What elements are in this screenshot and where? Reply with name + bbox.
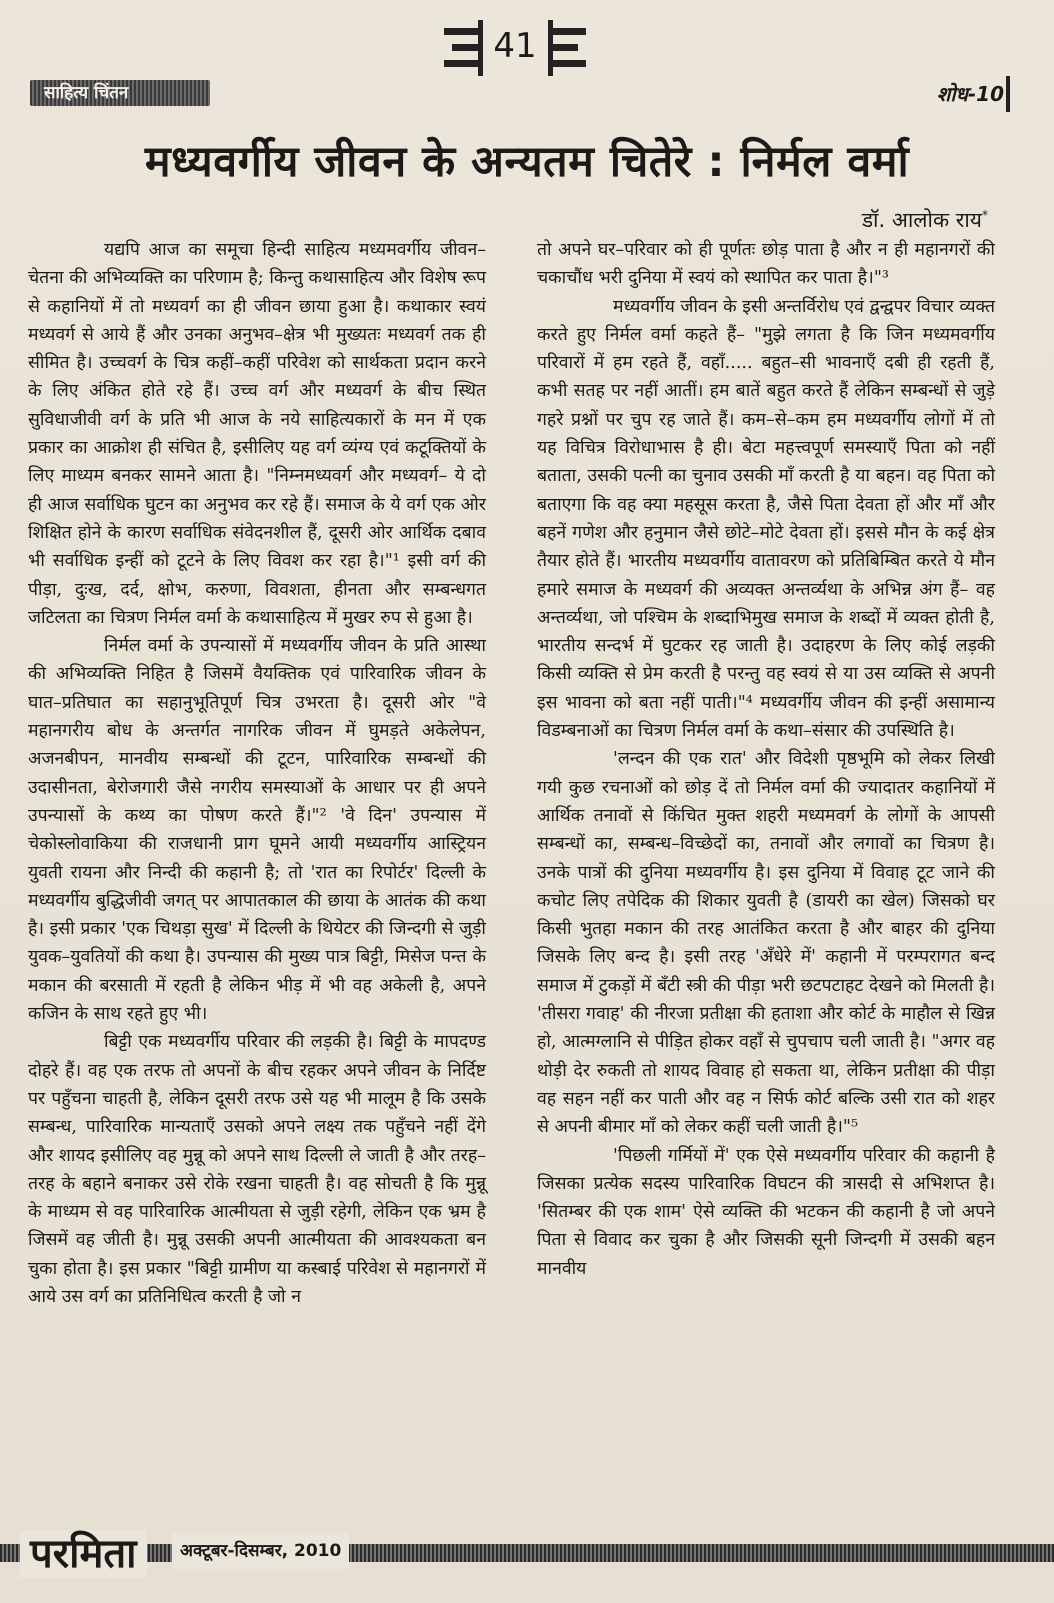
left-column <box>28 236 486 1311</box>
paragraph: 'लन्दन की एक रात' और विदेशी पृष्ठभूमि को लेकर लिखी गयी कुछ रचनाओं को छोड़ दें तो निर्मल वर्मा की ज्यादातर कहानियों में आर्थिक तनावों से किंचित मुक्त शहरी मध्यमवर्ग के लोगों के आपसी सम्बन्धों का, सम्बन्ध–विच्छेदों का, तनावों और लगावों का चित्रण है। उनके पात्रों की दुनिया मध्यवर्गीय है। इस दुनिया में विवाह टूट जाने की कचोट लिए तपेदिक की शिकार युवती है (डायरी का खेल) जिसको घर किसी भुतहा मकान की तरह आतंकित करता है और बाहर की दुनिया जिसके लिए बन्द है। इसी तरह 'अँधेरे में' कहानी में परम्परागत बन्द समाज में टुकड़ों में बँटी स्त्री की पीड़ा भरी छटपटाहट देखने को मिलती है। 'तीसरा गवाह' की नीरजा प्रतीक्षा की हताशा और कोर्ट के माहौल से खिन्न हो, आत्मग्लानि से पीड़ित होकर वहाँ से चुपचाप चली जाती है। "अगर वह थोड़ी देर रुकती तो शायद विवाह हो सकता था, लेकिन प्रतीक्षा की पीड़ा वह सहन नहीं कर पाती और वह न सिर्फ कोर्ट बल्कि उसी रात को शहर से अपनी बीमार माँ को लेकर कहीं चली जाती है।"⁵ <box>537 749 995 1138</box>
right-bracket-icon <box>548 18 586 78</box>
paragraph: तो अपने घर–परिवार को ही पूर्णतः छोड़ पाता है और न ही महानगरों की चकाचौंध भरी दुनिया में स्वयं को स्थापित कर पाता है।"³ <box>537 240 995 289</box>
article-serial: शोध-10 <box>936 82 1004 106</box>
page-number-ornament <box>440 18 590 78</box>
author-byline: डॉ. आलोक राय* <box>861 208 988 232</box>
page-number: 41 <box>493 26 537 66</box>
paragraph: यद्यपि आज का समूचा हिन्दी साहित्य मध्यमवर्गीय जीवन–चेतना की अभिव्यक्ति का परिणाम है; किन्तु कथासाहित्य और विशेष रूप से कहानियों में तो मध्यवर्ग का ही जीवन छाया हुआ है। कथाकार स्वयं मध्यवर्ग से आये हैं और उनका अनुभव–क्षेत्र भी मुख्यतः मध्यवर्ग तक ही सीमित है। उच्चवर्ग के चित्र कहीं–कहीं परिवेश को सार्थकता प्रदान करने के लिए अंकित होते रहे हैं। उच्च वर्ग और मध्यवर्ग के बीच स्थित सुविधाजीवी वर्ग के प्रति भी आज के नये साहित्यकारों के मन में एक प्रकार का आक्रोश ही संचित है, इसीलिए यह वर्ग व्यंग्य एवं कटूक्तियों के लिए माध्यम बनकर सामने आता है। "निम्नमध्यवर्ग और मध्यवर्ग– ये दो ही आज सर्वाधिक घुटन का अनुभव कर रहे हैं। समाज के ये वर्ग एक ओर शिक्षित होने के कारण सर्वाधिक संवेदनशील हैं, दूसरी ओर आर्थिक दबाव भी सर्वाधिक इन्हीं को टूटने के लिए विवश कर रहा है।"¹ इसी वर्ग की पीड़ा, दुःख, दर्द, क्षोभ, करुणा, विवशता, हीनता और सम्बन्धगत जटिलता का चित्रण निर्मल वर्मा के कथासाहित्य में मुखर रुप से हुआ है। <box>28 240 486 628</box>
left-bracket-icon <box>444 18 482 78</box>
magazine-masthead: परमिता <box>20 1530 147 1578</box>
issue-date: अक्टूबर-दिसम्बर, 2010 <box>172 1533 349 1569</box>
article-title: मध्यवर्गीय जीवन के अन्यतम चितेरे : निर्मल वर्मा <box>144 137 910 187</box>
paragraph: निर्मल वर्मा के उपन्यासों में मध्यवर्गीय जीवन के प्रति आस्था की अभिव्यक्ति निहित है जिसमें वैयक्तिक एवं पारिवारिक जीवन के घात–प्रतिघात का सहानुभूतिपूर्ण चित्र उभरता है। दूसरी ओर "वे महानगरीय बोध के अन्तर्गत नागरिक जीवन में घुमड़ते अकेलेपन, अजनबीपन, मानवीय सम्बन्धों की टूटन, पारिवारिक सम्बन्धों की उदासीनता, बेरोजगारी जैसे नगरीय समस्याओं के आधार पर ही अपने उपन्यासों के कथ्य का पोषण करते हैं।"² 'वे दिन' उपन्यास में चेकोस्लोवाकिया की राजधानी प्राग घूमने आयी मध्यवर्गीय आस्ट्रियन युवती रायना और निन्दी की कहानी है; तो 'रात का रिपोर्टर' दिल्ली के मध्यवर्गीय बुद्धिजीवी जगत् पर आपातकाल की छाया के आतंक की कथा है। इसी प्रकार 'एक चिथड़ा सुख' में दिल्ली के थियेटर की जिन्दगी से जुड़ी युवक–युवतियों की कथा है। उपन्यास की मुख्य पात्र बिट्टी, मिसेज पन्त के मकान की बरसाती में रहती है लेकिन भीड़ में भी वह अकेली है, अपने कजिन के साथ रहते हुए भी। <box>28 636 486 1025</box>
paragraph: मध्यवर्गीय जीवन के इसी अन्तर्विरोध एवं द्वन्द्वपर विचार व्यक्त करते हुए निर्मल वर्मा कहते हैं– "मुझे लगता है कि जिन मध्यमवर्गीय परिवारों में हम रहते हैं, वहाँ..... बहुत–सी भावनाएँ दबी ही रहती हैं, कभी सतह पर नहीं आतीं। हम बातें बहुत करते हैं लेकिन सम्बन्धों से जुड़े गहरे प्रश्नों पर चुप रह जाते हैं। कम–से–कम हम मध्यवर्गीय लोगों में तो यह विचित्र विरोधाभास है ही। बेटा महत्त्वपूर्ण समस्याएँ पिता को नहीं बताता, उसकी पत्नी का चुनाव उसकी माँ करती है या बहन। वह पिता को बताएगा कि वह क्या महसूस करता है, जैसे पिता देवता हों और माँ और बहनें गणेश और हनुमान जैसे छोटे–मोटे देवता हों। इससे मौन के कई क्षेत्र तैयार होते हैं। भारतीय मध्यवर्गीय वातावरण को प्रतिबिम्बित करते ये मौन हमारे समाज के मध्यवर्ग की अव्यक्त अन्तर्व्यथा के अभिन्न अंग हैं– वह अन्तर्व्यथा, जो पश्चिम के शब्दाभिमुख समाज के शब्दों में व्यक्त होती है, भारतीय सन्दर्भ में घुटकर रह जाती है। उदाहरण के लिए कोई लड़की किसी व्यक्ति से प्रेम करती है परन्तु वह स्वयं से या उस व्यक्ति से अपनी इस भावना को बता नहीं पाती।"⁴ मध्यवर्गीय जीवन की इन्हीं असामान्य विडम्बनाओं का चित्रण निर्मल वर्मा के कथा–संसार की उपस्थिति है। <box>537 296 995 742</box>
right-column <box>537 236 995 1283</box>
section-tag: साहित्य चिंतन <box>30 80 210 106</box>
footer-bar <box>0 1544 1054 1562</box>
paragraph: 'पिछली गर्मियों में' एक ऐसे मध्यवर्गीय परिवार की कहानी है जिसका प्रत्येक सदस्य पारिवारिक विघटन की त्रासदी से अभिशप्त है। 'सितम्बर की एक शाम' ऐसे व्यक्ति की भटकन की कहानी है जो अपने पिता से विवाद कर चुका है और जिसकी सूनी जिन्दगी में उसकी बहन मानवीय <box>537 1145 995 1279</box>
serial-divider <box>1006 76 1010 112</box>
paragraph: बिट्टी एक मध्यवर्गीय परिवार की लड़की है। बिट्टी के मापदण्ड दोहरे हैं। वह एक तरफ तो अपनों के बीच रहकर अपने जीवन के निर्दिष्ट पर पहुँचना चाहती है, लेकिन दूसरी तरफ उसे यह भी मालूम है कि उसके सम्बन्ध, पारिवारिक मान्यताएँ उसको अपने लक्ष्य तक पहुँचने नहीं देंगे और शायद इसीलिए वह मुन्नू को अपने साथ दिल्ली ले जाती है और तरह–तरह के बहाने बनाकर उसे रोके रखना चाहती है। वह सोचती है कि मुन्नू के माध्यम से वह पारिवारिक आत्मीयता से जुड़ी रहेगी, लेकिन एक भ्रम है जिसमें वह जीती है। मुन्नू उसकी अपनी आत्मीयता की आवश्यकता बन चुका होता है। इस प्रकार "बिट्टी ग्रामीण या कस्बाई परिवेश से महानगरों में आये उस वर्ग का प्रतिनिधित्व करती है जो न <box>28 1032 486 1307</box>
